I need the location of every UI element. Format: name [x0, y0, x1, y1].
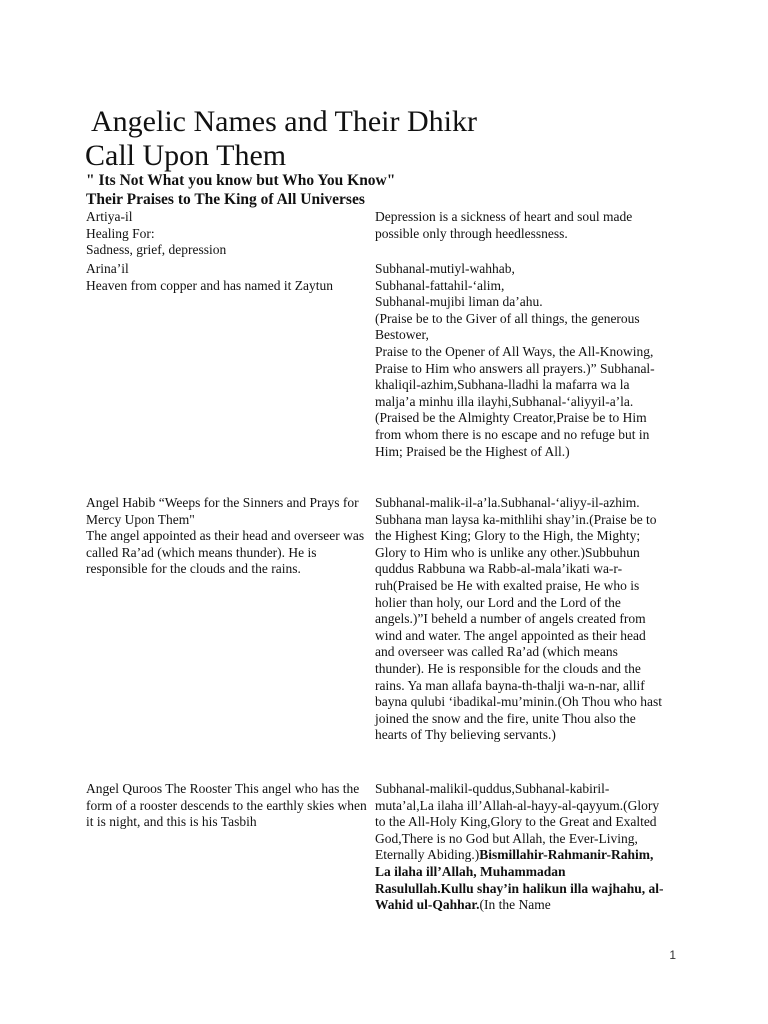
- dhikr-text: Subhanal-mujibi liman da’ahu.: [375, 294, 543, 310]
- dhikr-text: Praise to the Opener of All Ways, the All-Knowing,: [375, 343, 654, 359]
- page-number: 1: [669, 948, 676, 962]
- angel-name: Angel Quroos The Rooster This angel who has the form of a rooster descends to the earthly skies when it is night, and this is his Tasbih: [86, 781, 367, 830]
- row-text: Sadness, grief, depression: [86, 242, 227, 258]
- dhikr-text: Subhanal-fattahil-‘alim,: [375, 277, 505, 293]
- section-heading: Their Praises to The King of All Universes: [86, 191, 365, 208]
- row-3-left: [86, 495, 370, 578]
- angel-name: Angel Habib “Weeps for the Sinners and Prays for Mercy Upon Them": [86, 495, 359, 527]
- quote-line: " Its Not What you know but Who You Know": [86, 172, 396, 189]
- dhikr-tail: (In the Name: [479, 897, 551, 913]
- row-3-right: [375, 495, 665, 744]
- row-2-right: [375, 261, 665, 460]
- page-subtitle: Call Upon Them: [85, 139, 287, 172]
- page-title: Angelic Names and Their Dhikr: [91, 105, 478, 138]
- dhikr-text: Subhanal-malik-il-a’la.Subhanal-‘aliyy-il-azhim. Subhana man laysa ka-mithlihi shay’in.(Praise be to the Highest King; Glory to the High, the Mighty; Glory to Him who is unlike any other.)Subbuhun quddus Rabbuna wa Rabb-al-mala’ikati wa-r-ruh(Praised be He with exalted praise, He who is holier than holy, our Lord and the Lord of the angels.)”I beheld a number of angels created from wind and water. The angel appointed as their head and overseer was called Ra’ad (which means thunder). He is responsible for the clouds and the rains. Ya man allafa bayna-th-thalji wa-n-nar, allif bayna qulubi ‘ibadikal-mu’minin.(Oh Thou who hast joined the snow and the fire, unite Thou also the hearts of Thy believing servants.): [375, 495, 662, 743]
- row-text: The angel appointed as their head and overseer was called Ra’ad (which means thunder). He is responsible for the clouds and the rains.: [86, 528, 365, 577]
- row-4-left: [86, 781, 370, 831]
- row-4-right: [375, 781, 665, 914]
- dhikr-bold: Bismillahir-Rahmanir-Rahim, La ilaha ill’Allah, Muhammadan Rasulullah.Kullu shay’in halikun illa wajhahu, al-Wahid ul-Qahhar.: [375, 847, 664, 913]
- angel-name: Artiya-il: [86, 209, 133, 224]
- row-text: Heaven from copper and has named it Zaytun: [86, 277, 334, 293]
- dhikr-text: Praise to Him who answers all prayers.)” Subhanal-khaliqil-azhim,Subhana-lladhi la mafarra wa la malja’a minhu illa ilayhi,Subhanal-‘aliyyil-a’la.(Praised be the Almighty Creator,Praise be to Him from whom there is no escape and no refuge but in Him; Praised be the Highest of All.): [375, 360, 655, 459]
- dhikr-text: (Praise be to the Giver of all things, the generous Bestower,: [375, 310, 640, 343]
- dhikr-plain: Subhanal-malikil-quddus,Subhanal-kabiril-muta’al,La ilaha ill’Allah-al-hayy-al-qayyum.(Glory to the All-Holy King,Glory to the Great and Exalted God,There is no God but Allah, the Ever-Living, Eternally Abiding.): [375, 781, 660, 863]
- dhikr-text: Subhanal-mutiyl-wahhab,: [375, 261, 515, 276]
- dhikr-text: [375, 781, 665, 914]
- row-text: Healing For:: [86, 225, 155, 241]
- row-1-right: [375, 209, 665, 242]
- angel-name: Arina’il: [86, 261, 129, 276]
- dhikr-text: Depression is a sickness of heart and soul made possible only through heedlessness.: [375, 209, 633, 241]
- row-1-left: [86, 209, 370, 259]
- row-2-left: [86, 261, 370, 294]
